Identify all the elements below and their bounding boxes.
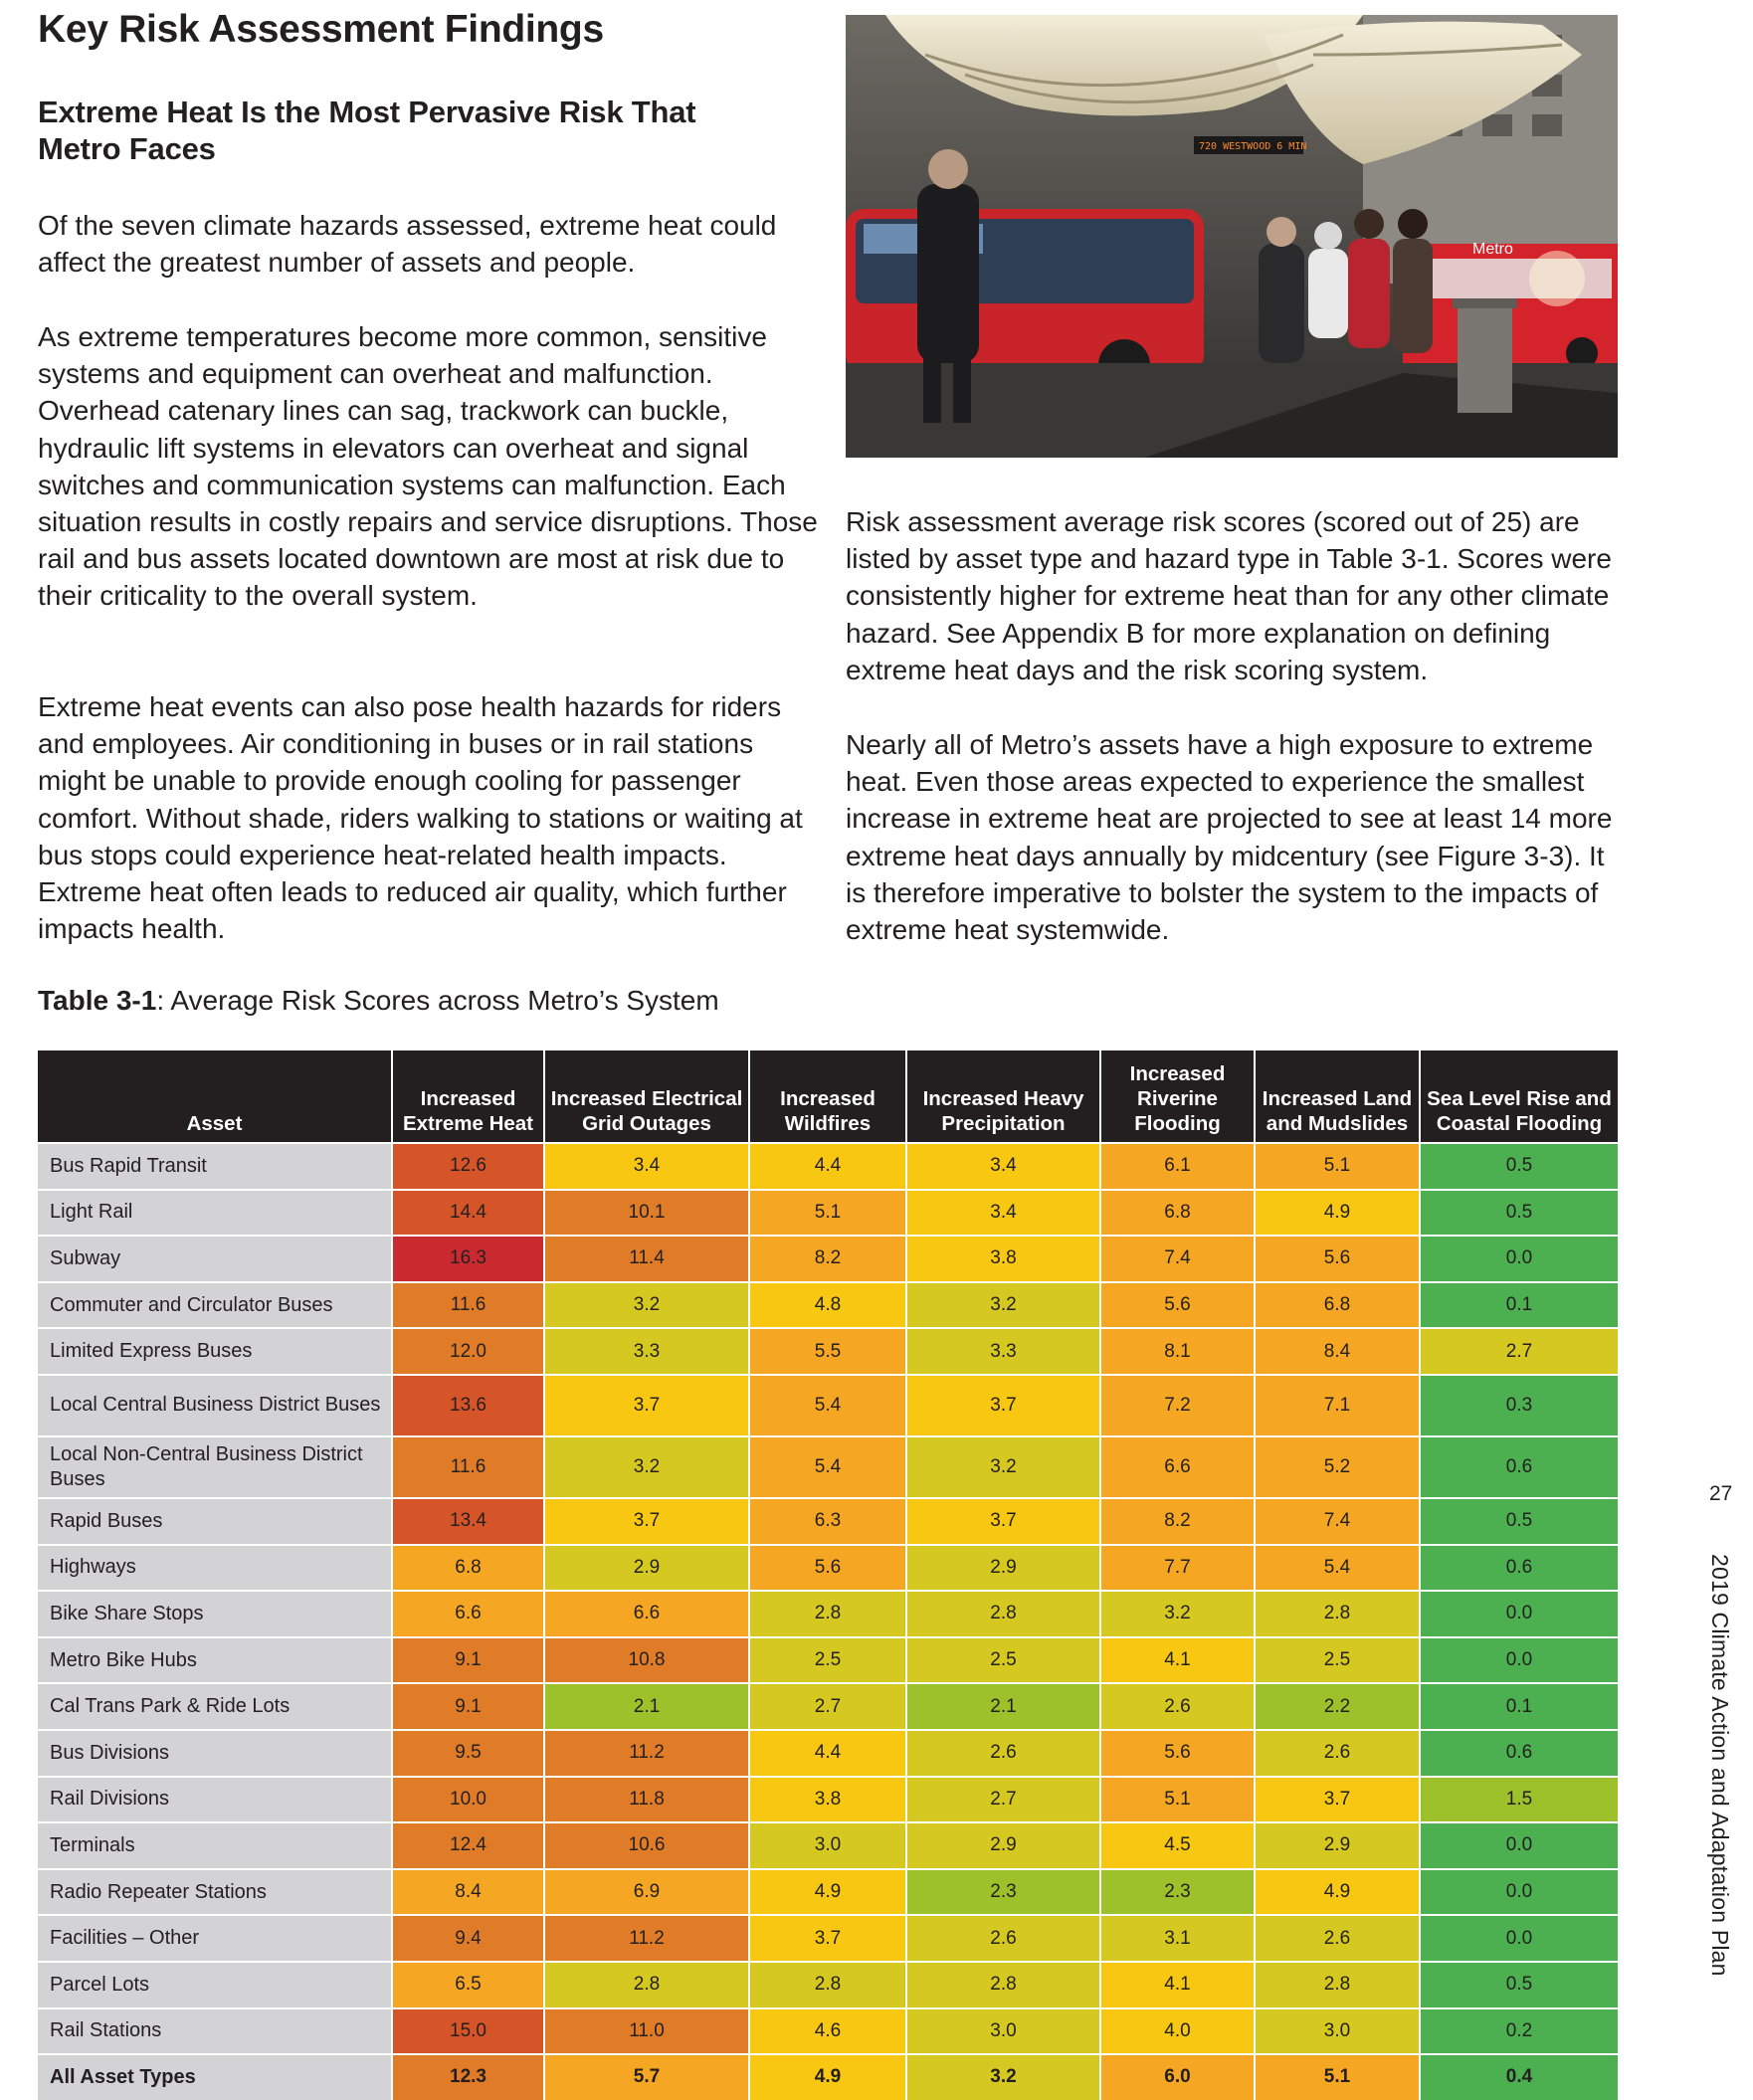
score-cell: 15.0: [392, 2008, 544, 2055]
score-cell: 9.4: [392, 1915, 544, 1962]
score-cell: 10.1: [544, 1190, 749, 1237]
score-cell: 4.9: [749, 2054, 906, 2100]
score-cell: 0.6: [1420, 1730, 1618, 1777]
score-cell: 3.4: [906, 1143, 1100, 1190]
score-cell: 2.8: [1255, 1591, 1420, 1637]
score-cell: 6.8: [1100, 1190, 1255, 1237]
page-heading: Key Risk Assessment Findings: [38, 8, 604, 51]
column-header-land-mudslides: Increased Land and Mudslides: [1255, 1050, 1420, 1143]
score-cell: 2.7: [1420, 1328, 1618, 1375]
score-cell: 3.4: [906, 1190, 1100, 1237]
score-cell: 5.4: [1255, 1545, 1420, 1592]
asset-name-cell: Radio Repeater Stations: [38, 1869, 392, 1916]
table-row: [38, 1498, 1618, 1545]
score-cell: 9.5: [392, 1730, 544, 1777]
score-cell: 2.6: [1255, 1915, 1420, 1962]
score-cell: 4.4: [749, 1143, 906, 1190]
score-cell: 5.6: [1100, 1282, 1255, 1329]
score-cell: 0.4: [1420, 2054, 1618, 2100]
bus-stop-photo: [846, 15, 1618, 458]
asset-name-cell: Local Central Business District Buses: [38, 1375, 392, 1436]
score-cell: 6.6: [544, 1591, 749, 1637]
score-cell: 5.1: [1255, 1143, 1420, 1190]
score-cell: 2.9: [906, 1822, 1100, 1869]
svg-text:Metro: Metro: [1472, 241, 1513, 258]
score-cell: 0.0: [1420, 1591, 1618, 1637]
score-cell: 11.2: [544, 1730, 749, 1777]
table-row: [38, 1962, 1618, 2008]
score-cell: 3.3: [544, 1328, 749, 1375]
column-header-heavy-precipitation: Increased Heavy Precipitation: [906, 1050, 1100, 1143]
score-cell: 0.2: [1420, 2008, 1618, 2055]
score-cell: 5.6: [1255, 1236, 1420, 1282]
score-cell: 2.8: [906, 1962, 1100, 2008]
score-cell: 10.6: [544, 1822, 749, 1869]
score-cell: 8.2: [749, 1236, 906, 1282]
score-cell: 6.3: [749, 1498, 906, 1545]
score-cell: 7.4: [1255, 1498, 1420, 1545]
table-row: [38, 1375, 1618, 1436]
asset-name-cell: Parcel Lots: [38, 1962, 392, 2008]
column-header-wildfires: Increased Wildfires: [749, 1050, 906, 1143]
score-cell: 6.0: [1100, 2054, 1255, 2100]
score-cell: 7.2: [1100, 1375, 1255, 1436]
score-cell: 4.9: [1255, 1190, 1420, 1237]
score-cell: 3.4: [544, 1143, 749, 1190]
score-cell: 6.6: [392, 1591, 544, 1637]
score-cell: 4.8: [749, 1282, 906, 1329]
asset-name-cell: Commuter and Circulator Buses: [38, 1282, 392, 1329]
score-cell: 12.3: [392, 2054, 544, 2100]
score-cell: 2.9: [1255, 1822, 1420, 1869]
score-cell: 5.6: [1100, 1730, 1255, 1777]
score-cell: 4.1: [1100, 1637, 1255, 1684]
score-cell: 5.2: [1255, 1436, 1420, 1498]
score-cell: 2.6: [1100, 1683, 1255, 1730]
score-cell: 5.4: [749, 1436, 906, 1498]
asset-name-cell: Subway: [38, 1236, 392, 1282]
score-cell: 4.9: [749, 1869, 906, 1916]
score-cell: 2.8: [906, 1591, 1100, 1637]
score-cell: 13.6: [392, 1375, 544, 1436]
table-row: [38, 1436, 1618, 1498]
document-footer: 2019 Climate Action and Adaptation Plan: [1707, 1554, 1733, 1977]
score-cell: 4.1: [1100, 1962, 1255, 2008]
score-cell: 2.1: [544, 1683, 749, 1730]
score-cell: 5.1: [749, 1190, 906, 1237]
score-cell: 2.7: [749, 1683, 906, 1730]
score-cell: 6.6: [1100, 1436, 1255, 1498]
table-row: [38, 2054, 1618, 2100]
score-cell: 5.1: [1255, 2054, 1420, 2100]
score-cell: 4.6: [749, 2008, 906, 2055]
asset-name-cell: Local Non-Central Business District Buses: [38, 1436, 392, 1498]
score-cell: 6.9: [544, 1869, 749, 1916]
asset-name-cell: Bus Rapid Transit: [38, 1143, 392, 1190]
asset-name-cell: Facilities – Other: [38, 1915, 392, 1962]
score-cell: 0.5: [1420, 1962, 1618, 2008]
score-cell: 4.4: [749, 1730, 906, 1777]
asset-name-cell: Highways: [38, 1545, 392, 1592]
score-cell: 3.0: [1255, 2008, 1420, 2055]
score-cell: 8.4: [392, 1869, 544, 1916]
asset-name-cell: Rail Divisions: [38, 1777, 392, 1823]
score-cell: 1.5: [1420, 1777, 1618, 1823]
score-cell: 2.6: [906, 1915, 1100, 1962]
score-cell: 0.0: [1420, 1236, 1618, 1282]
table-row: [38, 1236, 1618, 1282]
table-row: [38, 1545, 1618, 1592]
score-cell: 7.4: [1100, 1236, 1255, 1282]
score-cell: 0.6: [1420, 1436, 1618, 1498]
column-header-riverine-flooding: Increased Riverine Flooding: [1100, 1050, 1255, 1143]
score-cell: 3.7: [1255, 1777, 1420, 1823]
score-cell: 3.2: [906, 1282, 1100, 1329]
column-header-grid-outages: Increased Electrical Grid Outages: [544, 1050, 749, 1143]
score-cell: 2.8: [749, 1962, 906, 2008]
score-cell: 0.5: [1420, 1498, 1618, 1545]
table-row: [38, 1190, 1618, 1237]
score-cell: 4.9: [1255, 1869, 1420, 1916]
score-cell: 7.7: [1100, 1545, 1255, 1592]
table-row: [38, 1777, 1618, 1823]
table-row: [38, 1822, 1618, 1869]
score-cell: 0.0: [1420, 1637, 1618, 1684]
score-cell: 10.0: [392, 1777, 544, 1823]
table-row: [38, 1869, 1618, 1916]
score-cell: 2.9: [906, 1545, 1100, 1592]
table-row: [38, 1915, 1618, 1962]
table-caption: [38, 985, 719, 1017]
score-cell: 4.0: [1100, 2008, 1255, 2055]
score-cell: 12.6: [392, 1143, 544, 1190]
score-cell: 10.8: [544, 1637, 749, 1684]
score-cell: 12.0: [392, 1328, 544, 1375]
svg-text:720 WESTWOOD 6 MIN: 720 WESTWOOD 6 MIN: [1199, 141, 1307, 152]
table-body: [38, 1143, 1618, 2100]
score-cell: 0.1: [1420, 1282, 1618, 1329]
score-cell: 6.1: [1100, 1143, 1255, 1190]
score-cell: 5.6: [749, 1545, 906, 1592]
table-caption-text: : Average Risk Scores across Metro’s System: [156, 985, 719, 1016]
left-paragraph-2: As extreme temperatures become more common, sensitive systems and equipment can overheat and malfunction. Overhead catenary lines can sag, trackwork can buckle, hydraulic lift systems in elevators can overheat and signal switches and communication systems can malfunction. Each situation results in costly repairs and service disruptions. Those rail and bus assets located downtown are most at risk due to their criticality to the overall system.: [38, 321, 818, 612]
table-row: [38, 1591, 1618, 1637]
score-cell: 0.5: [1420, 1143, 1618, 1190]
table-header-row: [38, 1050, 1618, 1143]
column-header-extreme-heat: Increased Extreme Heat: [392, 1050, 544, 1143]
score-cell: 4.5: [1100, 1822, 1255, 1869]
score-cell: 3.2: [906, 2054, 1100, 2100]
score-cell: 2.3: [1100, 1869, 1255, 1916]
score-cell: 3.2: [1100, 1591, 1255, 1637]
asset-name-cell: Rapid Buses: [38, 1498, 392, 1545]
asset-name-cell: Light Rail: [38, 1190, 392, 1237]
asset-name-cell: Bike Share Stops: [38, 1591, 392, 1637]
score-cell: 5.7: [544, 2054, 749, 2100]
table-row: [38, 2008, 1618, 2055]
score-cell: 2.8: [1255, 1962, 1420, 2008]
score-cell: 11.2: [544, 1915, 749, 1962]
left-paragraph-1: Of the seven climate hazards assessed, extreme heat could affect the greatest number of assets and people.: [38, 210, 777, 279]
left-paragraph-3: Extreme heat events can also pose health hazards for riders and employees. Air conditioning in buses or in rail stations might be unable to provide enough cooling for passenger comfort. Without shade, riders walking to stations or waiting at bus stops could experience heat-related health impacts. Extreme heat often leads to reduced air quality, which further impacts health.: [38, 691, 803, 945]
score-cell: 2.3: [906, 1869, 1100, 1916]
table-caption-label: Table 3-1: [38, 985, 157, 1016]
score-cell: 2.8: [749, 1591, 906, 1637]
score-cell: 2.5: [749, 1637, 906, 1684]
score-cell: 11.6: [392, 1436, 544, 1498]
bus-stop-photo-illustration: [846, 15, 1618, 458]
score-cell: 6.5: [392, 1962, 544, 2008]
score-cell: 0.0: [1420, 1822, 1618, 1869]
score-cell: 6.8: [1255, 1282, 1420, 1329]
score-cell: 0.1: [1420, 1683, 1618, 1730]
asset-name-cell: Metro Bike Hubs: [38, 1637, 392, 1684]
score-cell: 3.8: [906, 1236, 1100, 1282]
score-cell: 2.6: [906, 1730, 1100, 1777]
table-row: [38, 1683, 1618, 1730]
table-row: [38, 1730, 1618, 1777]
score-cell: 14.4: [392, 1190, 544, 1237]
asset-name-cell: Rail Stations: [38, 2008, 392, 2055]
score-cell: 3.7: [906, 1375, 1100, 1436]
score-cell: 2.1: [906, 1683, 1100, 1730]
column-header-asset: Asset: [38, 1050, 392, 1143]
score-cell: 3.2: [906, 1436, 1100, 1498]
score-cell: 3.8: [749, 1777, 906, 1823]
table-row: [38, 1637, 1618, 1684]
page-number: 27: [1709, 1482, 1733, 1505]
score-cell: 11.4: [544, 1236, 749, 1282]
score-cell: 0.0: [1420, 1869, 1618, 1916]
score-cell: 8.2: [1100, 1498, 1255, 1545]
score-cell: 2.5: [1255, 1637, 1420, 1684]
score-cell: 0.3: [1420, 1375, 1618, 1436]
score-cell: 3.7: [544, 1498, 749, 1545]
score-cell: 3.0: [906, 2008, 1100, 2055]
table-row: [38, 1282, 1618, 1329]
right-paragraph-2: Nearly all of Metro’s assets have a high exposure to extreme heat. Even those areas expected to experience the smallest increase in extreme heat are projected to see at least 14 more extreme heat days annually by midcentury (see Figure 3-3). It is therefore imperative to bolster the system to the impacts of extreme heat systemwide.: [846, 729, 1613, 946]
section-heading: Extreme Heat Is the Most Pervasive Risk That Metro Faces: [38, 95, 696, 166]
score-cell: 13.4: [392, 1498, 544, 1545]
score-cell: 7.1: [1255, 1375, 1420, 1436]
table-row: [38, 1328, 1618, 1375]
asset-name-cell: Cal Trans Park & Ride Lots: [38, 1683, 392, 1730]
score-cell: 2.2: [1255, 1683, 1420, 1730]
score-cell: 0.0: [1420, 1915, 1618, 1962]
score-cell: 2.8: [544, 1962, 749, 2008]
score-cell: 3.0: [749, 1822, 906, 1869]
table-row: [38, 1143, 1618, 1190]
score-cell: 3.7: [544, 1375, 749, 1436]
score-cell: 9.1: [392, 1683, 544, 1730]
score-cell: 2.9: [544, 1545, 749, 1592]
score-cell: 5.1: [1100, 1777, 1255, 1823]
score-cell: 3.2: [544, 1282, 749, 1329]
score-cell: 11.6: [392, 1282, 544, 1329]
score-cell: 3.7: [906, 1498, 1100, 1545]
score-cell: 0.5: [1420, 1190, 1618, 1237]
right-paragraph-1: Risk assessment average risk scores (scored out of 25) are listed by asset type and hazard type in Table 3-1. Scores were consistently higher for extreme heat than for any other climate hazard. See Appendix B for more explanation on defining extreme heat days and the risk scoring system.: [846, 506, 1612, 685]
score-cell: 8.4: [1255, 1328, 1420, 1375]
score-cell: 16.3: [392, 1236, 544, 1282]
score-cell: 3.1: [1100, 1915, 1255, 1962]
score-cell: 2.7: [906, 1777, 1100, 1823]
score-cell: 11.0: [544, 2008, 749, 2055]
asset-name-cell: All Asset Types: [38, 2054, 392, 2100]
score-cell: 8.1: [1100, 1328, 1255, 1375]
score-cell: 12.4: [392, 1822, 544, 1869]
asset-name-cell: Bus Divisions: [38, 1730, 392, 1777]
score-cell: 5.4: [749, 1375, 906, 1436]
column-header-sea-level-rise: Sea Level Rise and Coastal Flooding: [1420, 1050, 1618, 1143]
score-cell: 5.5: [749, 1328, 906, 1375]
score-cell: 2.5: [906, 1637, 1100, 1684]
asset-name-cell: Terminals: [38, 1822, 392, 1869]
score-cell: 3.7: [749, 1915, 906, 1962]
score-cell: 3.2: [544, 1436, 749, 1498]
score-cell: 9.1: [392, 1637, 544, 1684]
score-cell: 2.6: [1255, 1730, 1420, 1777]
score-cell: 3.3: [906, 1328, 1100, 1375]
score-cell: 6.8: [392, 1545, 544, 1592]
asset-name-cell: Limited Express Buses: [38, 1328, 392, 1375]
score-cell: 0.6: [1420, 1545, 1618, 1592]
score-cell: 11.8: [544, 1777, 749, 1823]
risk-score-table: [38, 1050, 1618, 2100]
